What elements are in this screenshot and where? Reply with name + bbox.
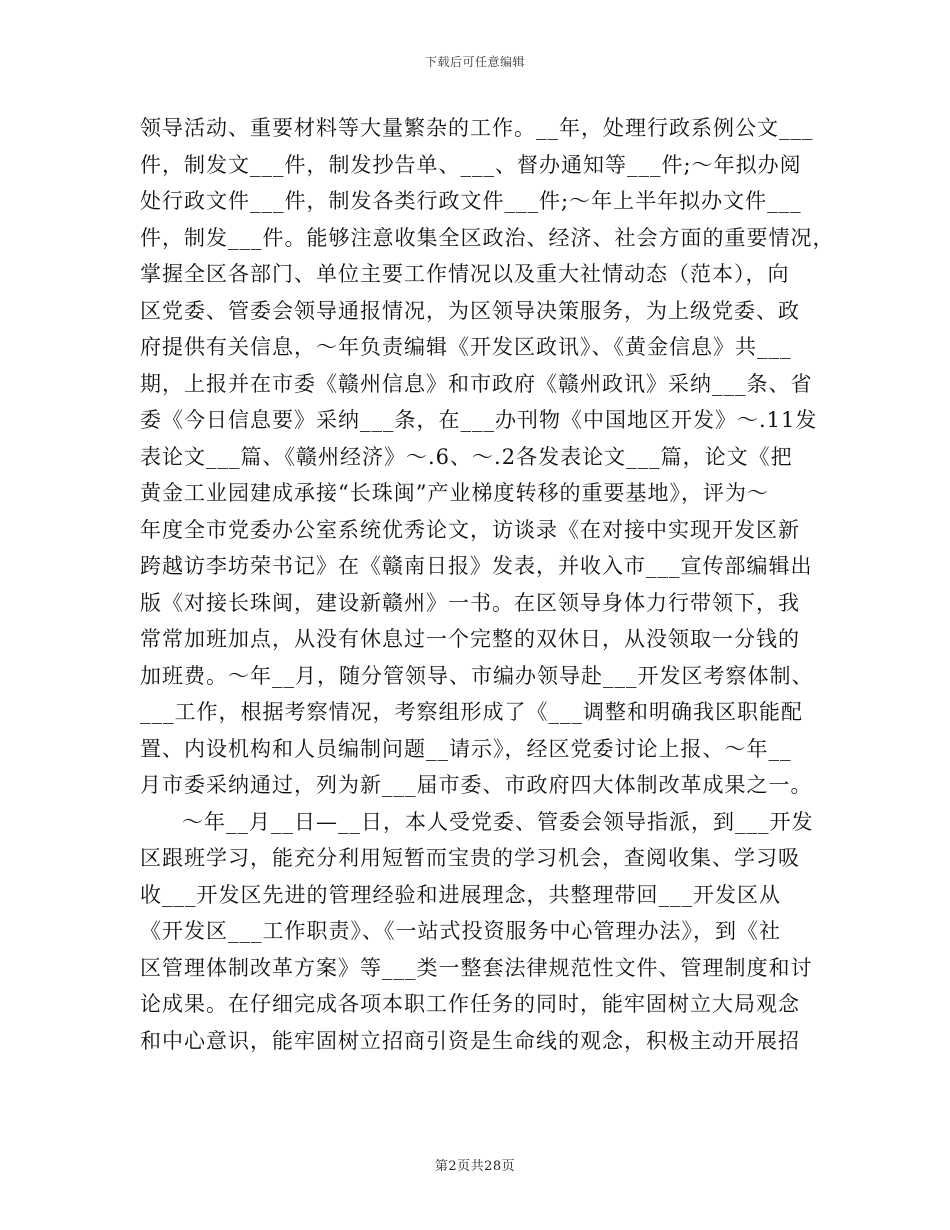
text-line: 收___开发区先进的管理经验和进展理念，共整理带回___开发区从 [140, 882, 781, 907]
paragraph-first-line: ～年__月__日—__日，本人受党委、管委会领导指派，到___开发 [182, 809, 814, 834]
document-body [140, 110, 835, 1059]
text-line: 和中心意识，能牢固树立招商引资是生命线的观念，积极主动开展招 [140, 1028, 800, 1053]
text-line: ___工作，根据考察情况，考察组形成了《___调整和明确我区职能配 [140, 700, 803, 724]
text-line: 区管理体制改革方案》等___类一整套法律规范性文件、管理制度和讨 [140, 955, 813, 980]
text-line: 期，上报并在市委《赣州信息》和市政府《赣州政讯》采纳___条、省 [140, 371, 813, 396]
page-number: 第2页共28页 [434, 1159, 516, 1174]
text-line: 年度全市党委办公室系统优秀论文，访谈录《在对接中实现开发区新 [140, 517, 800, 542]
text-line: 常常加班加点，从没有休息过一个完整的双休日，从没领取一分钱的 [140, 627, 800, 651]
text-line: 委《今日信息要》采纳___条，在___办刊物《中国地区开发》～.11发 [140, 408, 818, 432]
text-line: 论成果。在仔细完成各项本职工作任务的同时，能牢固树立大局观念 [140, 992, 800, 1016]
text-line: 黄金工业园建成承接“长珠闽”产业梯度转移的重要基地》，评为～ [140, 481, 769, 505]
text-line: 版《对接长珠闽，建设新赣州》一书。在区领导身体力行带领下，我 [140, 590, 800, 615]
text-line: 件，制发___件。能够注意收集全区政治、经济、社会方面的重要情况， [140, 225, 835, 250]
text-line: 《开发区___工作职责》、《一站式投资服务中心管理办法》，到《社 [140, 919, 781, 943]
text-line: 府提供有关信息，～年负责编辑《开发区政讯》、《黄金信息》共___ [140, 335, 792, 359]
text-line: 加班费。～年__月，随分管领导、市编办领导赴___开发区考察体制、 [140, 663, 814, 688]
text-line: 月市委采纳通过，列为新___届市委、市政府四大体制改革成果之一。 [140, 773, 813, 797]
page-header: 下载后可任意编辑 [424, 55, 525, 69]
text-line: 处行政文件___件，制发各类行政文件___件;～年上半年拟办文件___ [140, 189, 802, 213]
text-line: 表论文___篇、《赣州经济》～.6、～.2各发表论文___篇，论文《把 [140, 444, 793, 469]
text-line: 领导活动、重要材料等大量繁杂的工作。__年，处理行政系例公文___ [140, 116, 814, 140]
text-line: 件，制发文___件，制发抄告单、___、督办通知等___件;～年拟办阅 [140, 152, 802, 177]
text-line: 跨越访李坊荣书记》在《赣南日报》发表，并收入市___宣传部编辑出 [140, 554, 813, 578]
text-line: 区党委、管委会领导通报情况，为区领导决策服务，为上级党委、政 [140, 298, 800, 323]
text-line: 区跟班学习，能充分利用短暂而宝贵的学习机会，查阅收集、学习吸 [140, 846, 800, 870]
text-line: 置、内设机构和人员编制问题__请示》，经区党委讨论上报、～年__ [140, 736, 792, 761]
text-line: 掌握全区各部门、单位主要工作情况以及重大社情动态（范本），向 [140, 262, 790, 286]
